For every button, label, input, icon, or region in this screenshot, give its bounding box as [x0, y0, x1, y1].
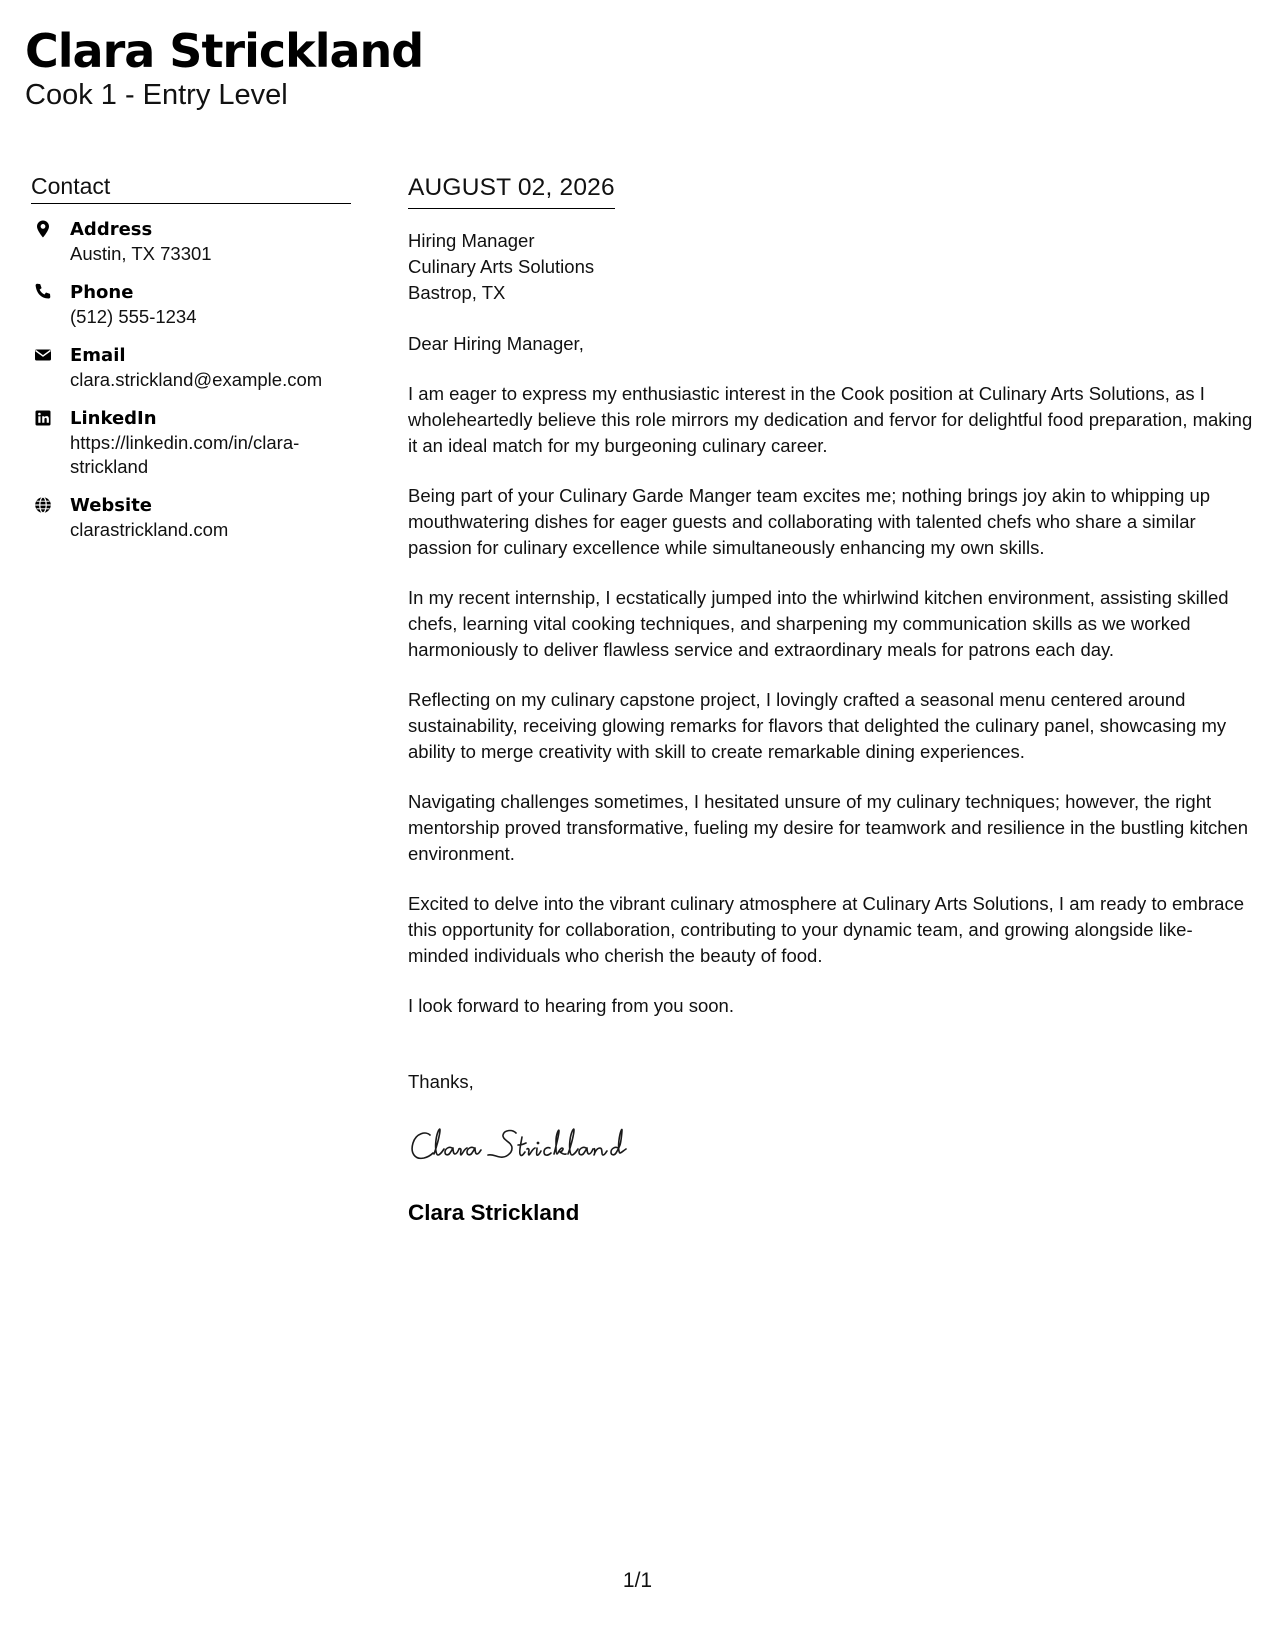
recipient-location: Bastrop, TX: [408, 282, 506, 303]
contact-list: [31, 218, 351, 542]
body-paragraph: Being part of your Culinary Garde Manger team excites me; nothing brings joy akin to whipping up mouthwatering dishes for eager guests and collaborating with talented chefs who share a similar passion for culinary excellence while simultaneously enhancing my own skills.: [408, 485, 1211, 558]
email-value[interactable]: clara.strickland@example.com: [70, 369, 323, 390]
body-paragraph: Navigating challenges sometimes, I hesitated unsure of my culinary techniques; however, the right mentorship proved transformative, fueling my desire for teamwork and resilience in the bustling kitchen environment.: [408, 791, 1249, 864]
phone-label: Phone: [70, 282, 134, 303]
handwritten-signature: [408, 1121, 1253, 1169]
signed-name: Clara Strickland: [408, 1200, 580, 1225]
phone-value: (512) 555-1234: [70, 306, 197, 327]
globe-icon: [33, 495, 53, 515]
contact-heading: Contact: [31, 172, 351, 204]
job-title: Cook 1 - Entry Level: [25, 79, 288, 111]
page-number: 1/1: [622, 1569, 653, 1592]
phone-icon: [33, 282, 53, 302]
envelope-icon: [33, 345, 53, 365]
body-paragraph: Excited to delve into the vibrant culinary atmosphere at Culinary Arts Solutions, I am ready to embrace this opportunity for collaboration, contributing to your dynamic team, and growing alongside like-minded individuals who cherish the beauty of food.: [408, 893, 1244, 966]
body-paragraph: Reflecting on my culinary capstone project, I lovingly crafted a seasonal menu centered around sustainability, receiving glowing remarks for flavors that delighted the culinary panel, showcasing my ability to merge creativity with skill to create remarkable dining experiences.: [408, 689, 1227, 762]
website-label: Website: [70, 495, 153, 516]
recipient-block: [408, 228, 1253, 306]
address-label: Address: [70, 219, 153, 240]
applicant-name: Clara Strickland: [25, 24, 424, 78]
website-value[interactable]: clarastrickland.com: [70, 519, 229, 540]
recipient-name: Hiring Manager: [408, 230, 535, 251]
contact-linkedin: [31, 407, 351, 479]
contact-phone: [31, 281, 351, 329]
resume-header: [25, 22, 423, 112]
contact-email: [31, 344, 351, 392]
letter-date: AUGUST 02, 2026: [408, 172, 615, 209]
salutation: Dear Hiring Manager,: [408, 333, 584, 354]
letter-body: [408, 172, 1253, 1227]
body-paragraph: I look forward to hearing from you soon.: [408, 995, 734, 1016]
closing: Thanks,: [408, 1071, 474, 1092]
contact-address: [31, 218, 351, 266]
contact-sidebar: [31, 172, 351, 557]
contact-website: [31, 494, 351, 542]
recipient-company: Culinary Arts Solutions: [408, 256, 595, 277]
body-paragraph: I am eager to express my enthusiastic interest in the Cook position at Culinary Arts Solutions, as I wholeheartedly believe this role mirrors my dedication and fervor for delightful food preparation, making it an ideal match for my burgeoning culinary career.: [408, 383, 1253, 456]
linkedin-label: LinkedIn: [70, 408, 157, 429]
body-paragraph: In my recent internship, I ecstatically jumped into the whirlwind kitchen environment, assisting skilled chefs, learning vital cooking techniques, and sharpening my communication skills as we worked harmoniously to deliver flawless service and extraordinary meals for patrons each day.: [408, 587, 1229, 660]
address-value: Austin, TX 73301: [70, 243, 212, 264]
map-pin-icon: [33, 219, 53, 239]
email-label: Email: [70, 345, 126, 366]
linkedin-value[interactable]: https://linkedin.com/in/clara-strickland: [70, 432, 300, 477]
linkedin-icon: [33, 408, 53, 428]
